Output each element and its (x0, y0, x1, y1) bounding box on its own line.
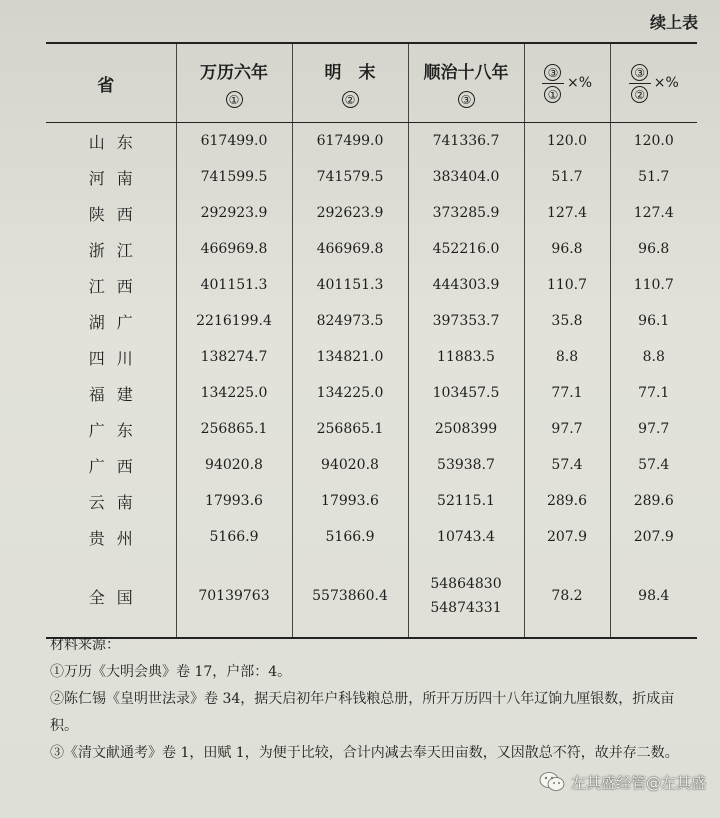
total-row (46, 555, 697, 638)
province-cell: 福建 (88, 384, 145, 404)
wanli-value: 17993.6 (176, 483, 292, 519)
header-wanli: 万历六年 ① (176, 43, 292, 123)
total-shunzhi-figure: 54874331 (430, 600, 502, 616)
ratio-3-1-value: 110.7 (524, 267, 610, 303)
total-ratio-3-2-value: 98.4 (610, 555, 697, 638)
total-shunzhi-value (408, 555, 524, 638)
wanli-value: 292923.9 (176, 195, 292, 231)
watermark (539, 768, 706, 796)
watermark-text: 左其盛经管@左其盛 (570, 773, 706, 792)
province-cell: 陕西 (88, 204, 145, 224)
table-row (46, 375, 697, 411)
ratio-3-2-value: 207.9 (610, 519, 697, 555)
province-cell: 湖广 (88, 312, 145, 332)
table-row (46, 123, 697, 160)
header-late-ming: 明 末 ② (292, 43, 408, 123)
shunzhi-value: 10743.4 (408, 519, 524, 555)
shunzhi-value: 452216.0 (408, 231, 524, 267)
table-row (46, 519, 697, 555)
late-ming-value: 17993.6 (292, 483, 408, 519)
ratio-3-2-value: 51.7 (610, 159, 697, 195)
ratio-3-2-value: 120.0 (610, 123, 697, 160)
wanli-value: 401151.3 (176, 267, 292, 303)
wanli-value: 2216199.4 (176, 303, 292, 339)
note-2: ②陈仁锡《皇明世法录》卷 34，据天启初年户科钱粮总册，所开万历四十八年辽饷九厘银数，折成亩积。 (50, 691, 675, 734)
header-province: 省 (46, 43, 176, 123)
shunzhi-value: 397353.7 (408, 303, 524, 339)
wanli-value: 466969.8 (176, 231, 292, 267)
late-ming-value: 134821.0 (292, 339, 408, 375)
circled-number-1: ① (226, 91, 243, 108)
ratio-3-1-value: 8.8 (524, 339, 610, 375)
circled-number-3: ③ (458, 91, 475, 108)
ratio-3-2-value: 289.6 (610, 483, 697, 519)
source-notes (50, 632, 690, 767)
total-wanli-value: 70139763 (176, 555, 292, 638)
ratio-3-1-value: 35.8 (524, 303, 610, 339)
wechat-icon (539, 771, 565, 793)
province-cell: 贵州 (88, 528, 145, 548)
table-row (46, 411, 697, 447)
late-ming-value: 134225.0 (292, 375, 408, 411)
province-cell: 山东 (88, 132, 145, 152)
ratio-3-1-value: 97.7 (524, 411, 610, 447)
header-shunzhi: 顺治十八年 ③ (408, 43, 524, 123)
total-ratio-3-1-value: 78.2 (524, 555, 610, 638)
table-row (46, 159, 697, 195)
ratio-3-1-value: 96.8 (524, 231, 610, 267)
shunzhi-value: 383404.0 (408, 159, 524, 195)
shunzhi-value: 2508399 (408, 411, 524, 447)
ratio-3-2-value: 127.4 (610, 195, 697, 231)
ratio-3-2-value: 77.1 (610, 375, 697, 411)
ratio-3-1-value: 127.4 (524, 195, 610, 231)
table-row (46, 339, 697, 375)
wanli-value: 5166.9 (176, 519, 292, 555)
late-ming-value: 94020.8 (292, 447, 408, 483)
table-body (46, 123, 697, 639)
ratio-3-2-value: 96.8 (610, 231, 697, 267)
shunzhi-value: 11883.5 (408, 339, 524, 375)
shunzhi-value: 52115.1 (408, 483, 524, 519)
wanli-value: 138274.7 (176, 339, 292, 375)
table-row (46, 483, 697, 519)
province-cell: 河南 (88, 168, 145, 188)
note-3: ③《清文献通考》卷 1，田赋 1，为便于比较，合计内减去奉天田亩数，又因散总不符，故并存二数。 (50, 745, 679, 761)
wanli-value: 256865.1 (176, 411, 292, 447)
province-cell: 浙江 (88, 240, 145, 260)
header-row (46, 43, 697, 123)
ratio-3-1-value: 57.4 (524, 447, 610, 483)
total-province-cell: 全国 (88, 587, 145, 607)
late-ming-value: 466969.8 (292, 231, 408, 267)
province-cell: 云南 (88, 492, 145, 512)
wanli-value: 617499.0 (176, 123, 292, 160)
late-ming-value: 401151.3 (292, 267, 408, 303)
table-row (46, 231, 697, 267)
total-shunzhi-figure: 54864830 (430, 576, 502, 592)
total-late-ming-value: 5573860.4 (292, 555, 408, 638)
table-row (46, 195, 697, 231)
table-row (46, 303, 697, 339)
late-ming-value: 292623.9 (292, 195, 408, 231)
ratio-3-1-value: 51.7 (524, 159, 610, 195)
ratio-3-1-value: 120.0 (524, 123, 610, 160)
shunzhi-value: 444303.9 (408, 267, 524, 303)
ratio-3-1-value: 289.6 (524, 483, 610, 519)
late-ming-value: 741579.5 (292, 159, 408, 195)
wanli-value: 94020.8 (176, 447, 292, 483)
wanli-value: 741599.5 (176, 159, 292, 195)
late-ming-value: 256865.1 (292, 411, 408, 447)
province-cell: 江西 (88, 276, 145, 296)
header-ratio-3-2: $\frac{\text{③}}{\text{②}}$ ×% (610, 43, 697, 123)
ratio-3-1-value: 77.1 (524, 375, 610, 411)
ratio-3-2-value: 97.7 (610, 411, 697, 447)
note-1: ①万历《大明会典》卷 17，户部：4。 (50, 664, 292, 680)
province-cell: 广西 (88, 456, 145, 476)
ratio-3-2-value: 8.8 (610, 339, 697, 375)
shunzhi-value: 103457.5 (408, 375, 524, 411)
wanli-value: 134225.0 (176, 375, 292, 411)
population-table (46, 42, 697, 639)
table-row (46, 267, 697, 303)
province-cell: 四川 (88, 348, 145, 368)
continued-table-label: 续上表 (649, 13, 698, 32)
shunzhi-value: 53938.7 (408, 447, 524, 483)
ratio-3-2-value: 57.4 (610, 447, 697, 483)
ratio-3-2-value: 96.1 (610, 303, 697, 339)
late-ming-value: 824973.5 (292, 303, 408, 339)
shunzhi-value: 373285.9 (408, 195, 524, 231)
circled-number-2: ② (342, 91, 359, 108)
header-ratio-3-1: $\frac{\text{③}}{\text{①}}$ ×% (524, 43, 610, 123)
ratio-3-2-value: 110.7 (610, 267, 697, 303)
shunzhi-value: 741336.7 (408, 123, 524, 160)
notes-heading: 材料来源： (50, 637, 120, 653)
late-ming-value: 617499.0 (292, 123, 408, 160)
ratio-3-1-value: 207.9 (524, 519, 610, 555)
province-cell: 广东 (88, 420, 145, 440)
table-row (46, 447, 697, 483)
late-ming-value: 5166.9 (292, 519, 408, 555)
